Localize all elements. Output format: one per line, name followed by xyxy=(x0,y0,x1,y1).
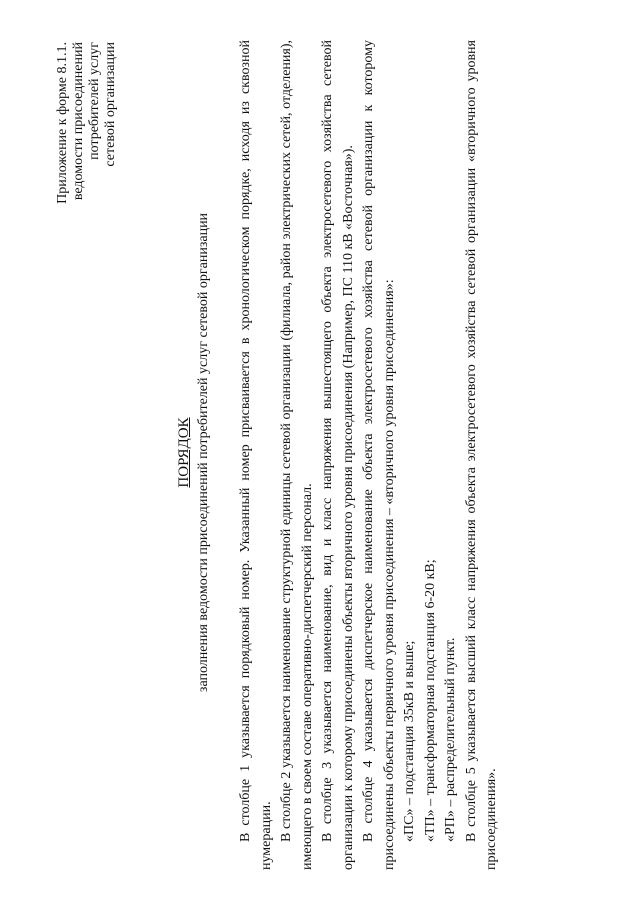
document-body xyxy=(236,40,503,870)
paragraph-column-1: В столбце 1 указывается порядковый номер. Указанный номер присваивается в хронологическом порядке, исходя из сквозной нумерации. xyxy=(238,40,274,870)
document-title: ПОРЯДОК xyxy=(176,417,192,488)
list-item-rp: «РП» – распределительный пункт. xyxy=(443,637,458,842)
paragraph-column-2: В столбце 2 указывается наименование структурной единицы сетевой организации (филиала, район электрических сетей, отделения), имеющего в своем составе оперативно-диспетчерский персонал. xyxy=(279,40,315,870)
list-item-ps: «ПС» – подстанция 35кВ и выше; xyxy=(402,640,417,842)
paragraph-column-3: В столбце 3 указывается наименование, вид и класс напряжения вышестоящего объекта электросетевого хозяйства сетевой организации к которому присоединены объекты вторичного уровня присоединения (Например, ПС 110 кВ «Восточная»). xyxy=(320,40,356,870)
paragraph-column-4: В столбце 4 указывается диспетчерское наименование объекта электросетевого хозяйства сетевой организации к которому присоединены объекты первичного уровня присоединения – «вторичного уровня присоединения»: xyxy=(361,40,397,870)
appendix-line-3: потребителей услуг xyxy=(87,42,102,160)
appendix-note xyxy=(55,42,119,272)
document-subtitle: заполнения ведомости присоединений потребителей услуг сетевой организации xyxy=(196,212,211,693)
appendix-line-2: ведомости присоединений xyxy=(71,42,86,201)
appendix-line-1: Приложение к форме 8.1.1. xyxy=(55,42,70,204)
appendix-line-4: сетевой организации xyxy=(103,42,118,167)
list-item-tp: «ТП» – трансформаторная подстанция 6-20 кВ; xyxy=(422,559,438,842)
paragraph-column-5: В столбце 5 указывается высший класс напряжения объекта электросетевого хозяйства сетевой организации «вторичного уровня присоединения». xyxy=(463,40,499,870)
